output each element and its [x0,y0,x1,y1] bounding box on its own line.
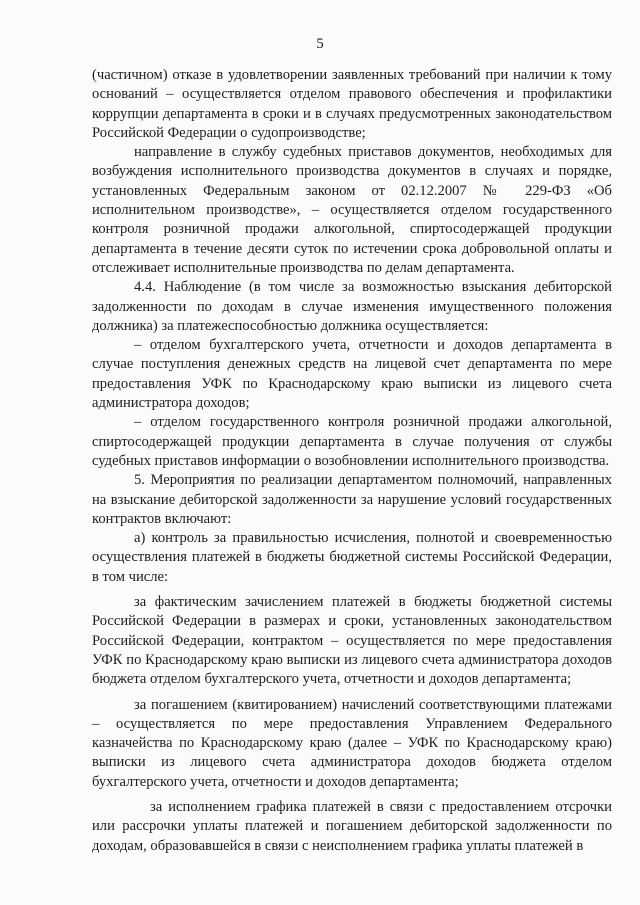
paragraph: 5. Мероприятия по реализации департаментом полномочий, направленных на взыскание дебиторской задолженности за нарушение условий государственных контрактов включают: [92,472,612,527]
document-body [92,66,612,856]
paragraph: – отделом государственного контроля розничной продажи алкогольной, спиртосодержащей продукции департамента в случае получения от службы судебных приставов информации о возобновлении исполнительного производства. [92,414,612,469]
paragraph: за фактическим зачислением платежей в бюджеты бюджетной системы Российской Федерации в размерах и сроки, установленных законодательством Российской Федерации, контрактом – осуществляется по мере предоставления УФК по Краснодарскому краю выписки из лицевого счета администратора доходов бюджета отделом бухгалтерского учета, отчетности и доходов департамента; [92,594,612,688]
paragraph: а) контроль за правильностью исчисления, полнотой и своевременностью осуществления платежей в бюджеты бюджетной системы Российской Федерации, в том числе: [92,530,612,585]
paragraph: направление в службу судебных приставов документов, необходимых для возбуждения исполнительного производства документов в случаях и порядке, установленных Федеральным законом от 02.12.2007 № 229-ФЗ «Об исполнительном производстве», – осуществляется отделом государственного контроля розничной продажи алкогольной, спиртосодержащей продукции департамента в течение десяти суток по истечении срока добровольной оплаты и отслеживает исполнительные производства по делам департамента. [92,144,612,276]
paragraph: за погашением (квитированием) начислений соответствующими платежами – осуществляется по мере предоставления Управлением Федерального казначейства по Краснодарскому краю (далее – УФК по Краснодарскому краю) выписки из лицевого счета администратора доходов бюджета отделом бухгалтерского учета, отчетности и доходов департамента; [92,696,612,790]
paragraph: 4.4. Наблюдение (в том числе за возможностью взыскания дебиторской задолженности по доходам в случае изменения имущественного положения должника) за платежеспособностью должника осуществляется: [92,279,612,334]
paragraph: за исполнением графика платежей в связи с предоставлением отсрочки или рассрочки уплаты платежей и погашением дебиторской задолженности по доходам, образовавшейся в связи с неисполнением графика уплаты платежей в [92,798,612,854]
page-number: 5 [316,36,324,52]
paragraph: – отделом бухгалтерского учета, отчетности и доходов департамента в случае поступления денежных средств на лицевой счет департамента по мере предоставления УФК по Краснодарскому краю выписки из лицевого счета администратора доходов; [92,337,612,412]
paragraph: (частичном) отказе в удовлетворении заявленных требований при наличии к тому оснований – осуществляется отделом правового обеспечения и профилактики коррупции департамента в сроки и в случаях предусмотренных законодательством Российской Федерации о судопроизводстве; [92,67,612,141]
